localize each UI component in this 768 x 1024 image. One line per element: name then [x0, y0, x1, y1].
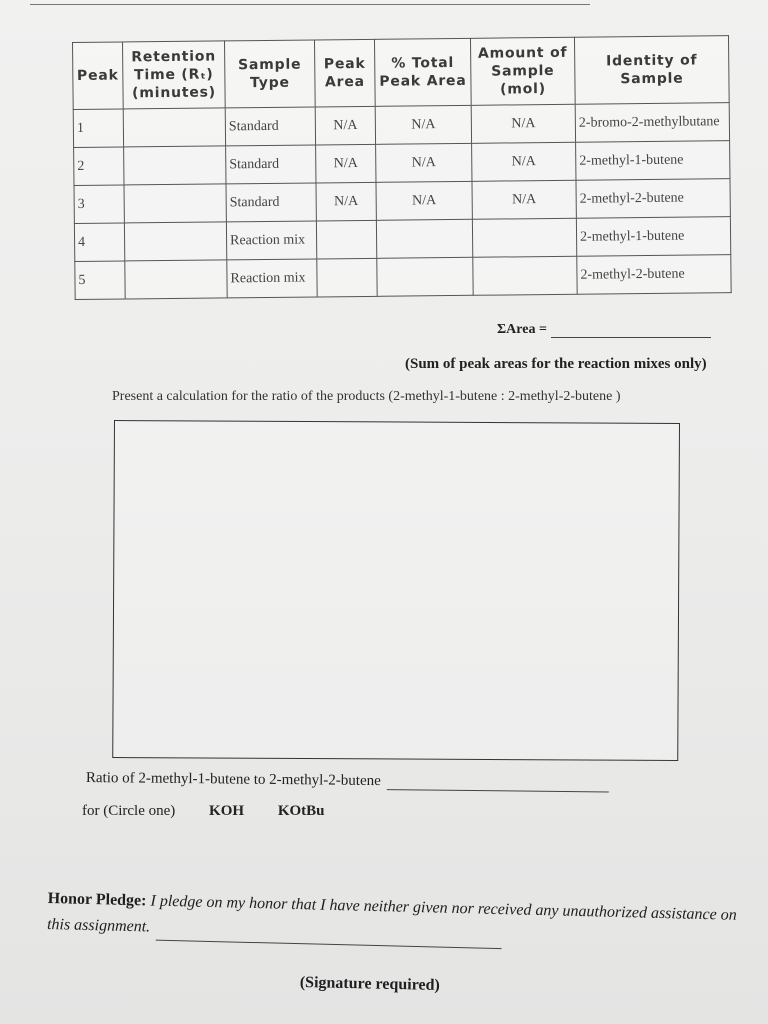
pledge-lead: Honor Pledge: — [47, 889, 147, 910]
cell-sample-type: Standard — [226, 183, 316, 222]
cell-percent-total: N/A — [376, 143, 472, 182]
cell-percent-total: N/A — [376, 181, 472, 220]
cell-identity: 2-methyl-2-butene — [577, 255, 731, 295]
cell-sample-type: Reaction mix — [227, 259, 317, 298]
header-percent-total: % Total Peak Area — [374, 38, 471, 106]
cell-identity: 2-methyl-2-butene — [576, 179, 730, 219]
cell-peak: 4 — [74, 223, 124, 262]
cell-identity: 2-methyl-1-butene — [576, 217, 730, 257]
header-amount: Amount of Sample (mol) — [470, 37, 575, 105]
gc-results-table — [72, 35, 732, 300]
cell-percent-total: N/A — [375, 105, 471, 144]
calculation-box[interactable] — [112, 420, 680, 761]
cell-amount-input[interactable] — [473, 256, 577, 295]
cell-amount: N/A — [472, 180, 576, 219]
cell-sample-type: Standard — [225, 107, 315, 146]
signature-line[interactable] — [156, 924, 502, 949]
cell-amount: N/A — [471, 104, 575, 143]
cell-sample-type: Reaction mix — [226, 221, 316, 260]
cell-retention-input[interactable] — [124, 184, 226, 223]
cell-amount: N/A — [472, 142, 576, 181]
header-sample-type: Sample Type — [224, 40, 315, 108]
option-kotbu[interactable]: KOtBu — [277, 803, 325, 819]
sum-area-label: ΣArea = — [497, 322, 547, 337]
cell-retention-input[interactable] — [124, 146, 226, 185]
header-peak: Peak — [73, 42, 124, 110]
cell-amount-input[interactable] — [472, 218, 576, 257]
cell-retention-input[interactable] — [124, 222, 226, 261]
cell-identity: 2-methyl-1-butene — [576, 141, 730, 181]
cell-percent-total-input[interactable] — [377, 257, 473, 296]
header-retention-time: Retention Time (Rₜ) (minutes) — [123, 41, 226, 109]
cell-peak-area: N/A — [316, 182, 376, 221]
cell-peak-area-input[interactable] — [317, 258, 377, 297]
ratio-field — [86, 770, 609, 792]
calculation-prompt: Present a calculation for the ratio of the products (2-methyl-1-butene : 2-methyl-2-butene ) — [112, 389, 621, 404]
cell-peak: 5 — [75, 261, 125, 300]
ratio-label: Ratio of 2-methyl-1-butene to 2-methyl-2-butene — [85, 770, 381, 790]
cell-retention-input[interactable] — [123, 108, 225, 147]
cell-peak-area: N/A — [315, 106, 375, 145]
table-row — [75, 255, 731, 300]
ratio-blank[interactable] — [387, 775, 609, 792]
cell-peak: 2 — [74, 147, 124, 186]
table-header-row — [73, 36, 730, 110]
circle-label: for (Circle one) — [82, 803, 176, 819]
cell-percent-total-input[interactable] — [376, 219, 472, 258]
honor-pledge — [47, 886, 758, 955]
top-rule — [30, 4, 590, 5]
cell-identity: 2-bromo-2-methylbutane — [575, 103, 729, 143]
signature-note: (Signature required) — [299, 974, 440, 994]
option-koh[interactable]: KOH — [209, 803, 245, 819]
cell-peak: 3 — [74, 185, 124, 224]
pledge-text: I pledge on my honor that I have neither given nor received any unauthorized assistance on this assignment. — [46, 892, 737, 936]
base-choice — [82, 803, 325, 820]
cell-sample-type: Standard — [226, 145, 316, 184]
sum-area-note: (Sum of peak areas for the reaction mixes only) — [405, 356, 707, 372]
cell-peak-area-input[interactable] — [316, 220, 376, 259]
sum-area-blank[interactable] — [551, 324, 711, 338]
cell-retention-input[interactable] — [125, 260, 227, 299]
cell-peak: 1 — [73, 109, 123, 148]
header-peak-area: Peak Area — [314, 39, 375, 107]
sum-area-field — [497, 322, 711, 338]
cell-peak-area: N/A — [316, 144, 376, 183]
header-identity: Identity of Sample — [574, 36, 729, 105]
